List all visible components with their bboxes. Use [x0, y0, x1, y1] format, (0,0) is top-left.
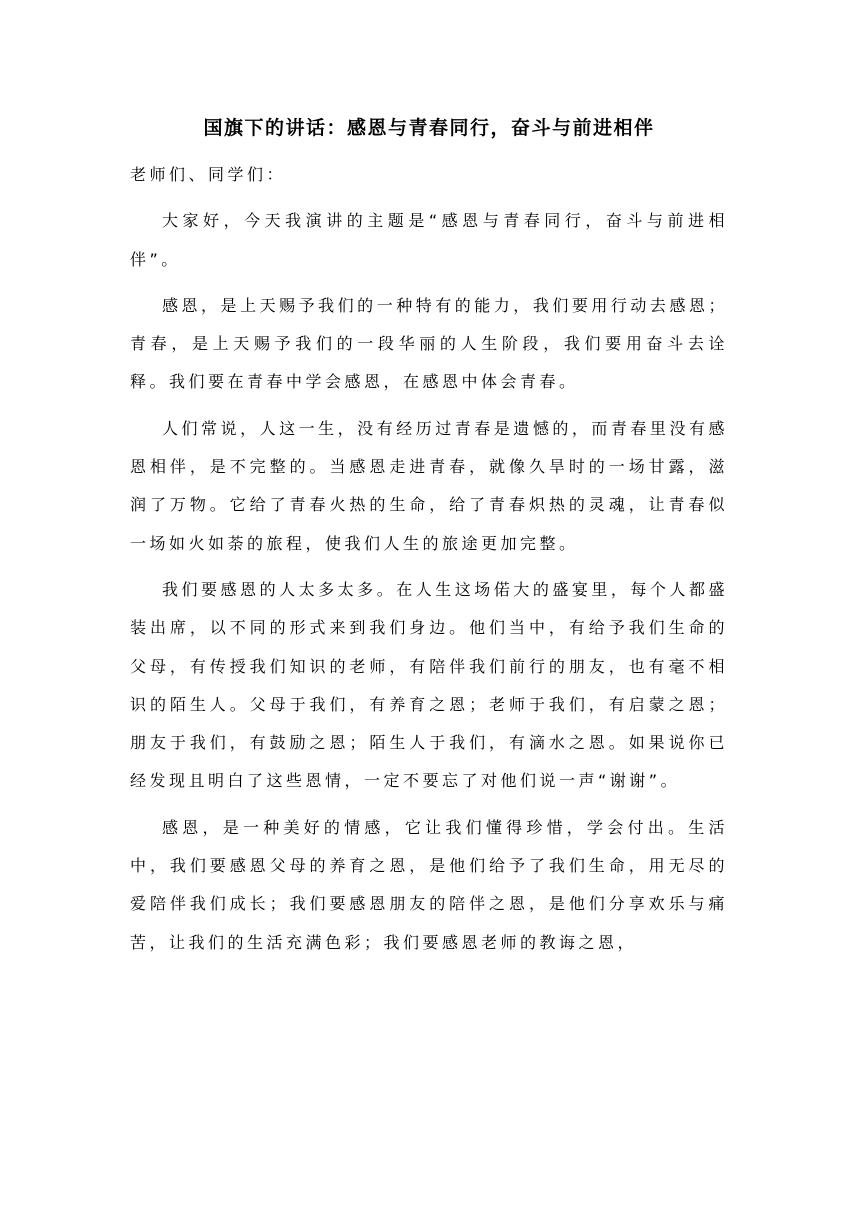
- document-body: [130, 156, 728, 970]
- paragraph-4: 我们要感恩的人太多太多。在人生这场偌大的盛宴里，每个人都盛装出席，以不同的形式来到我们身边。他们当中，有给予我们生命的父母，有传授我们知识的老师，有陪伴我们前行的朋友，也有毫不相识的陌生人。父母于我们，有养育之恩；老师于我们，有启蒙之恩；朋友于我们，有鼓励之恩；陌生人于我们，有滴水之恩。如果说你已经发现且明白了这些恩情，一定不要忘了对他们说一声“谢谢”。: [130, 579, 728, 791]
- paragraph-3: 人们常说，人这一生，没有经历过青春是遗憾的，而青春里没有感恩相伴，是不完整的。当感恩走进青春，就像久旱时的一场甘露，滋润了万物。它给了青春火热的生命，给了青春炽热的灵魂，让青春似一场如火如荼的旅程，使我们人生的旅途更加完整。: [130, 418, 728, 553]
- paragraph-1: 大家好，今天我演讲的主题是“感恩与青春同行，奋斗与前进相伴”。: [130, 211, 728, 269]
- salutation: 老师们、同学们：: [130, 165, 287, 184]
- paragraph-5: 感恩，是一种美好的情感，它让我们懂得珍惜，学会付出。生活中，我们要感恩父母的养育之恩，是他们给予了我们生命，用无尽的爱陪伴我们成长；我们要感恩朋友的陪伴之恩，是他们分享欢乐与痛苦，让我们的生活充满色彩；我们要感恩老师的教诲之恩，: [130, 817, 728, 952]
- paragraph-2: 感恩，是上天赐予我们的一种特有的能力，我们要用行动去感恩；青春，是上天赐予我们的一段华丽的人生阶段，我们要用奋斗去诠释。我们要在青春中学会感恩，在感恩中体会青春。: [130, 295, 728, 392]
- document-title: 国旗下的讲话：感恩与青春同行，奋斗与前进相伴: [203, 117, 655, 139]
